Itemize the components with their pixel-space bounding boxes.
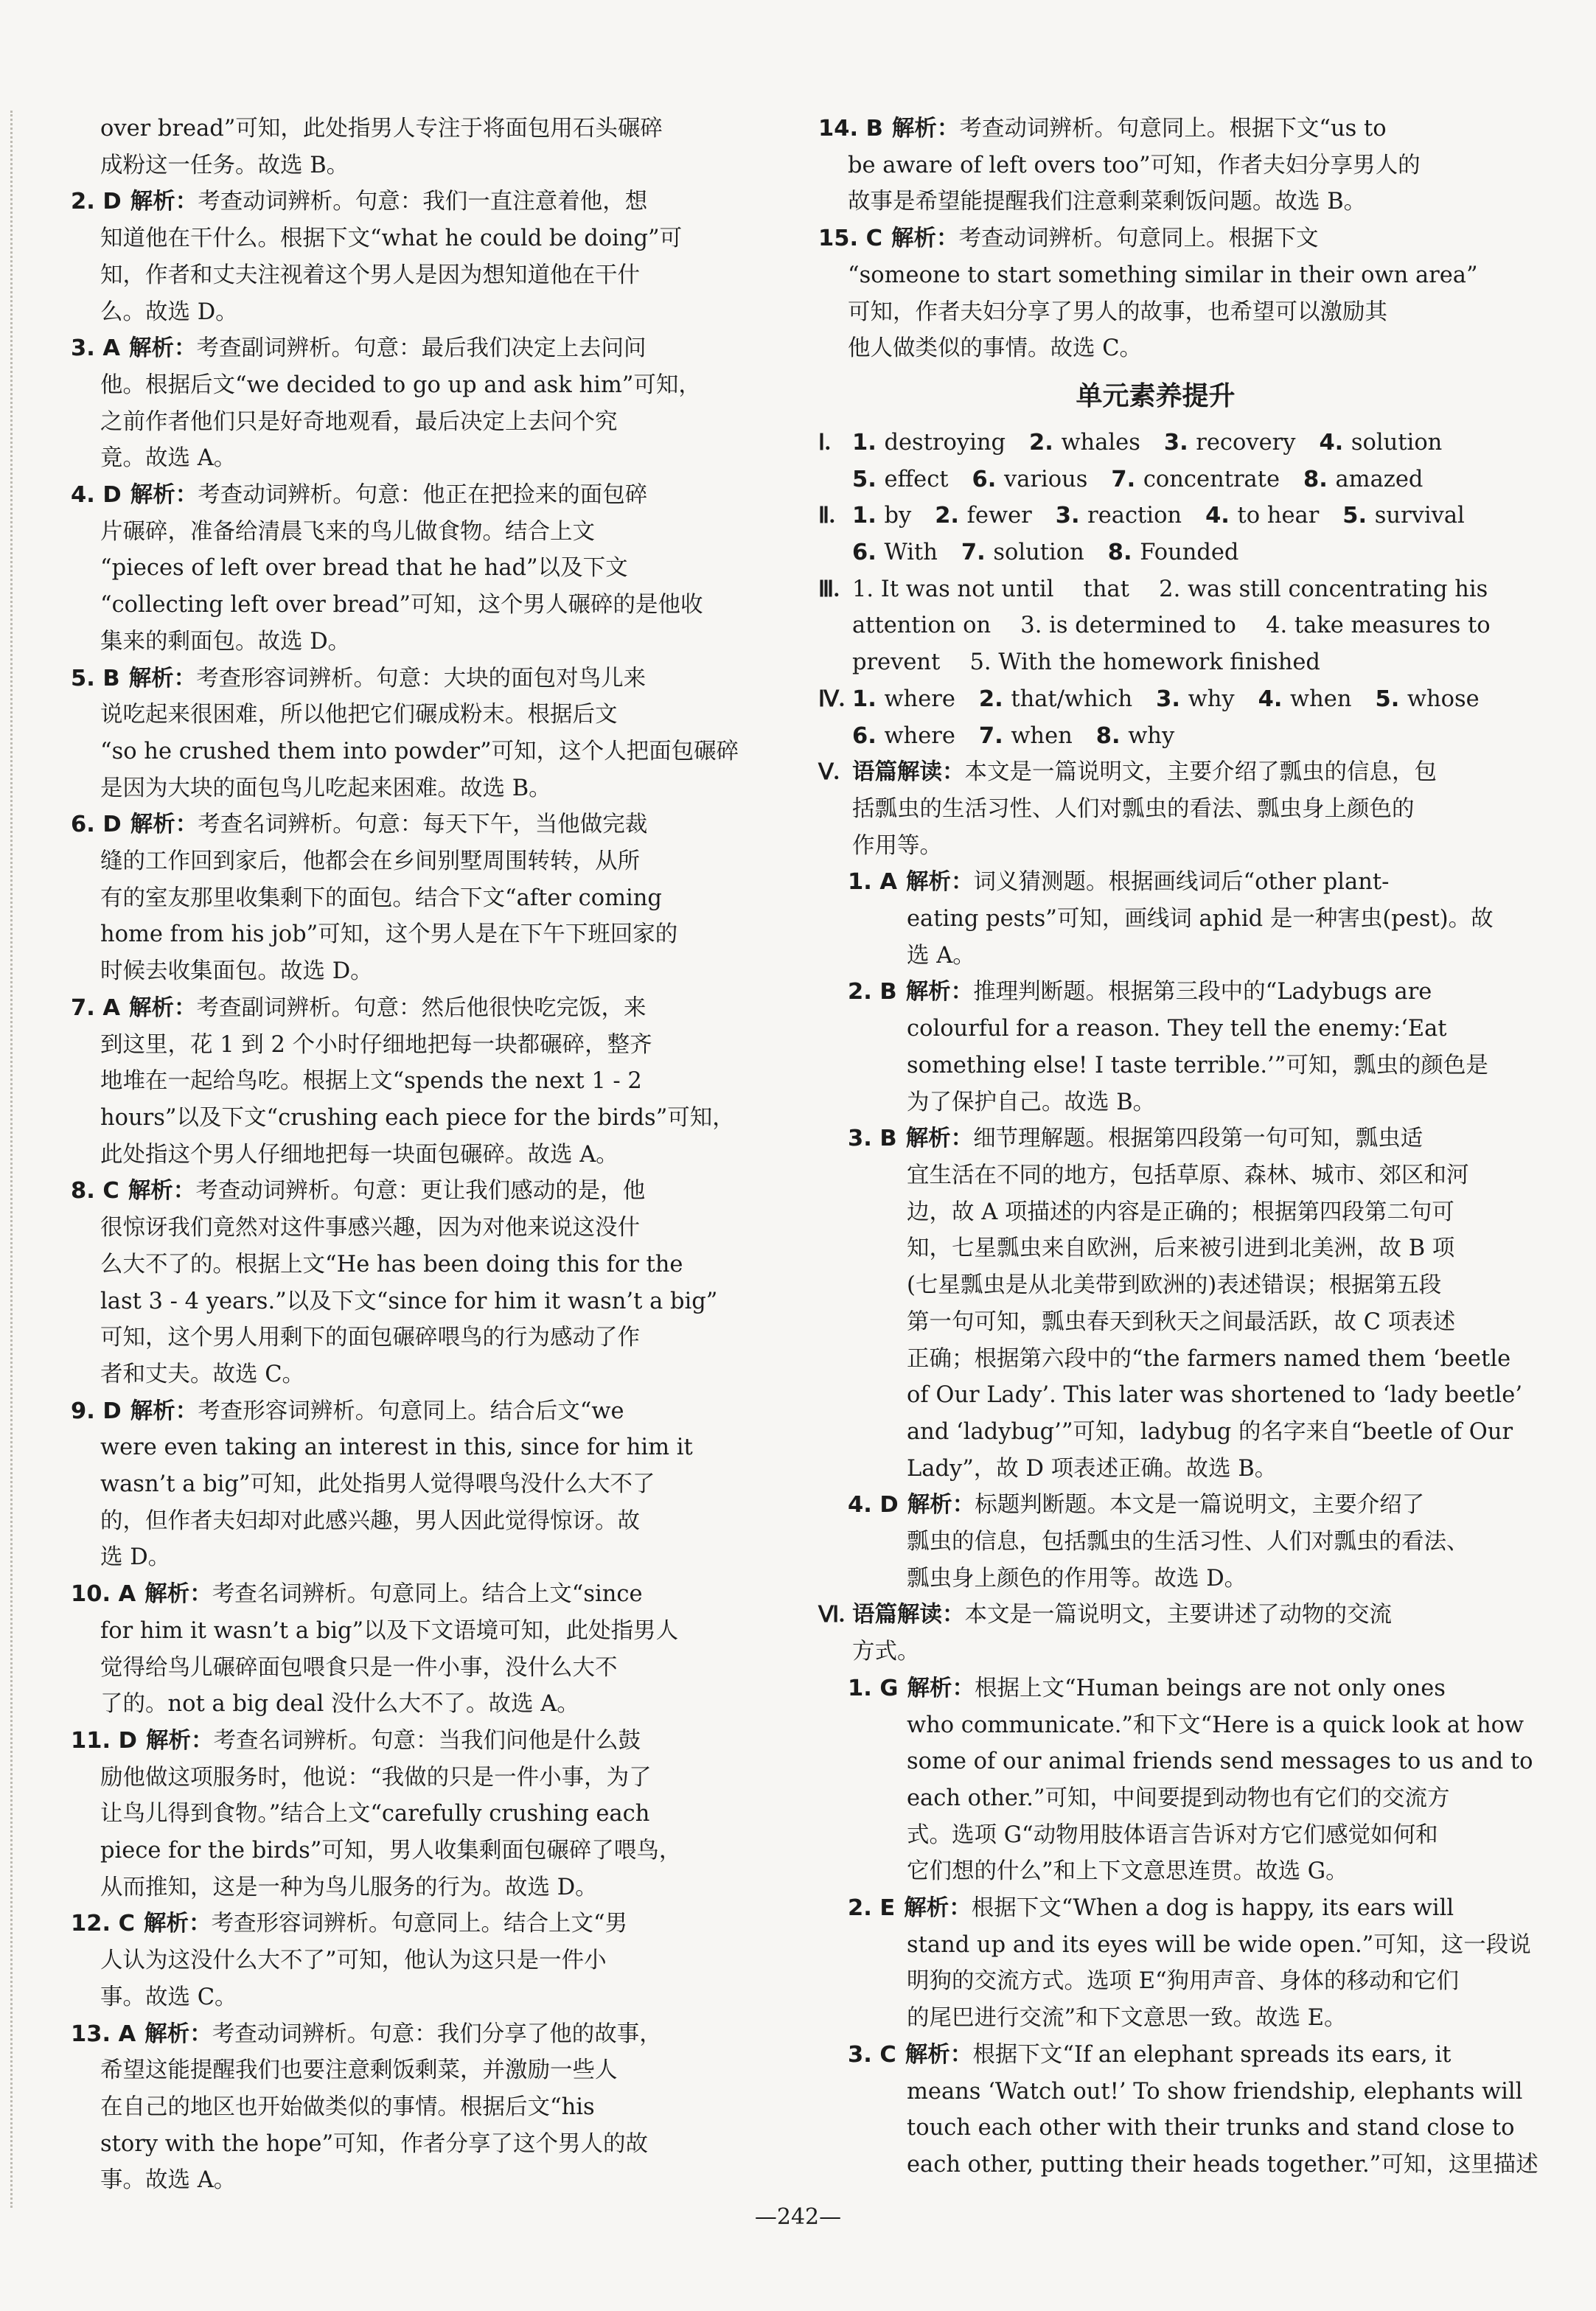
text-line: 么。故选 D。 bbox=[100, 299, 238, 325]
text-line: for him it wasn’t a big”以及下文语境可知，此处指男人 bbox=[100, 1617, 679, 1644]
answer-explanation bbox=[818, 1890, 1531, 2037]
explanation-text: 考查动词辨析。句意：我们一直注意着他，想 bbox=[198, 189, 648, 215]
answer-item bbox=[1096, 723, 1174, 749]
analysis-label: 解析： bbox=[907, 1675, 975, 1701]
text-line: 集来的剩面包。故选 D。 bbox=[100, 628, 351, 655]
text-line: 他。根据后文“we decided to go up and ask him”可知， bbox=[100, 372, 701, 398]
item-number: 4. bbox=[1258, 686, 1291, 712]
analysis-label: 解析： bbox=[144, 1911, 212, 1937]
answer-item bbox=[1056, 503, 1182, 529]
text-line: 此处指这个男人仔细地把每一块面包碾碎。故选 A。 bbox=[100, 1141, 618, 1168]
text-line bbox=[818, 220, 1493, 257]
analysis-label: 解析： bbox=[130, 812, 198, 838]
item-number: 7. bbox=[961, 540, 994, 566]
text-line: 故事是希望能提醒我们注意剩菜剩饭问题。故选 B。 bbox=[848, 189, 1367, 215]
text-line: 说吃起来很困难，所以他把它们碾成粉末。根据后文 bbox=[100, 702, 618, 728]
answer-row bbox=[818, 607, 1493, 644]
item-number: 2. bbox=[1029, 429, 1062, 456]
answer-explanation bbox=[818, 111, 1493, 220]
text-line: “someone to start something similar in their own area” bbox=[848, 262, 1478, 288]
text-line bbox=[71, 806, 771, 843]
item-answer: that/which bbox=[1011, 686, 1133, 712]
intro-text: 本文是一篇说明文，主要介绍了瓢虫的信息，包 bbox=[964, 759, 1437, 786]
answer-block bbox=[818, 425, 1493, 498]
text-line: 者和丈夫。故选 C。 bbox=[100, 1361, 305, 1387]
answer-item bbox=[852, 723, 955, 749]
roman-numeral: Ⅱ. bbox=[818, 503, 835, 529]
item-number: 5. bbox=[1375, 686, 1407, 712]
passage-label: 语篇解读： bbox=[852, 1602, 965, 1628]
item-number: 5. bbox=[1342, 503, 1375, 529]
text-line bbox=[71, 1723, 771, 1760]
explanation-text: 考查动词辨析。句意：他正在把捡来的面包碎 bbox=[198, 482, 648, 509]
item-number: 4. bbox=[1319, 429, 1351, 456]
answer-block bbox=[818, 571, 1493, 681]
answer-item bbox=[1375, 686, 1479, 712]
answer-explanation bbox=[71, 660, 771, 807]
answer-item bbox=[1342, 503, 1464, 529]
text-line: 正确；根据第六段中的“the farmers named them ‘beetle bbox=[907, 1345, 1511, 1372]
text-line: and ‘ladybug’”可知，ladybug 的名字来自“beetle of Our bbox=[907, 1418, 1513, 1445]
answer-item bbox=[852, 467, 949, 492]
text-line: 知，作者和丈夫注视着这个男人是因为想知道他在干什 bbox=[100, 262, 640, 288]
question-number: 4. D bbox=[848, 1492, 899, 1519]
text-line: 励他做这项服务时，他说：“我做的只是一件小事，为了 bbox=[100, 1764, 652, 1791]
analysis-label: 解析： bbox=[129, 335, 197, 362]
explanation-text: 考查副词辨析。句意：最后我们决定上去问问 bbox=[196, 335, 647, 362]
text-line: touch each other with their trunks and stand close to bbox=[907, 2115, 1515, 2141]
text-line: last 3 - 4 years.”以及下文“since for him it wasn’t a big” bbox=[100, 1288, 718, 1314]
text-line: 为了保护自己。故选 B。 bbox=[907, 1089, 1156, 1115]
answer-item bbox=[961, 540, 1084, 565]
text-line: Lady”，故 D 项表述正确。故选 B。 bbox=[907, 1455, 1278, 1482]
answer-explanation bbox=[818, 974, 1493, 1120]
answer-item bbox=[1111, 467, 1280, 492]
text-line: each other, putting their heads together.”可知，这里描述 bbox=[907, 2151, 1538, 2178]
text-line: “collecting left over bread”可知，这个男人碾碎的是他收 bbox=[100, 592, 703, 618]
item-answer: where bbox=[884, 722, 955, 749]
item-answer: to hear bbox=[1237, 503, 1320, 529]
question-number: 14. B bbox=[818, 116, 883, 142]
text-line: means ‘Watch out!’ To show friendship, elephants will bbox=[907, 2078, 1523, 2105]
item-answer: various bbox=[1003, 466, 1088, 492]
answer-item bbox=[1029, 430, 1140, 456]
intro-line bbox=[818, 1597, 1493, 1634]
explanation-text: 考查形容词辨析。句意同上。结合上文“男 bbox=[211, 1911, 628, 1937]
answer-item bbox=[852, 503, 911, 529]
item-number: 1. bbox=[852, 503, 885, 529]
text-line: (七星瓢虫是从北美带到欧洲的)表述错误；根据第五段 bbox=[907, 1272, 1442, 1299]
text-line: 明狗的交流方式。选项 E“狗用声音、身体的移动和它们 bbox=[907, 1968, 1460, 1995]
roman-numeral: Ⅲ. bbox=[818, 576, 840, 602]
text-line bbox=[848, 1670, 1493, 1707]
text-line bbox=[71, 1906, 771, 1942]
intro-line bbox=[818, 1634, 1493, 1670]
text-line: hours”以及下文“crushing each piece for the birds”可知， bbox=[100, 1104, 735, 1131]
explanation-text: 考查动词辨析。句意：更让我们感动的是，他 bbox=[195, 1178, 646, 1205]
item-answer: concentrate bbox=[1143, 466, 1280, 492]
question-number: 13. A bbox=[71, 2021, 136, 2047]
answer-item bbox=[1303, 467, 1423, 492]
explanation-text: 根据上文“Human beings are not only ones bbox=[974, 1675, 1446, 1701]
item-number: 1. bbox=[852, 686, 885, 712]
item-answer: amazed bbox=[1335, 466, 1423, 492]
answer-explanation bbox=[818, 1120, 1523, 1487]
passage-label: 语篇解读： bbox=[852, 759, 965, 786]
analysis-label: 解析： bbox=[144, 2021, 212, 2047]
answer-row bbox=[818, 425, 1493, 461]
text-line: colourful for a reason. They tell the enemy:‘Eat bbox=[907, 1016, 1447, 1042]
text-line: 选 D。 bbox=[100, 1544, 171, 1571]
text-line: 的，但作者夫妇却对此感兴趣，男人因此觉得惊讶。故 bbox=[100, 1507, 640, 1534]
text-line: 知道他在干什么。根据下文“what he could be doing”可 bbox=[100, 226, 683, 252]
analysis-label: 解析： bbox=[145, 1727, 214, 1754]
text-line: 缝的工作回到家后，他都会在乡间别墅周围转转，从所 bbox=[100, 848, 640, 875]
answer-block bbox=[818, 681, 1493, 754]
question-number: 6. D bbox=[71, 812, 122, 838]
answer-explanation bbox=[71, 1393, 771, 1577]
text-line bbox=[818, 111, 1493, 147]
explanation-text: 考查名词辨析。句意同上。结合上文“since bbox=[212, 1581, 643, 1608]
explanation-text: 细节理解题。根据第四段第一句可知，瓢虫适 bbox=[973, 1126, 1423, 1152]
explanation-text: 考查动词辨析。句意同上。根据下文“us to bbox=[959, 116, 1387, 142]
question-number: 1. A bbox=[848, 869, 898, 896]
item-answer: by bbox=[884, 503, 912, 529]
answer-explanation bbox=[71, 184, 771, 330]
analysis-label: 解析： bbox=[905, 2041, 973, 2068]
analysis-label: 解析： bbox=[128, 665, 197, 691]
text-line: wasn’t a big”可知，此处指男人觉得喂鸟没什么大不了 bbox=[100, 1471, 655, 1498]
text-line: 事。故选 C。 bbox=[100, 1984, 237, 2010]
answer-explanation bbox=[71, 111, 771, 184]
text-line bbox=[71, 990, 771, 1027]
item-number: 2. bbox=[935, 503, 967, 529]
analysis-label: 解析： bbox=[907, 1492, 975, 1519]
text-line: 可知，作者夫妇分享了男人的故事，也希望可以激励其 bbox=[848, 299, 1387, 325]
text-line bbox=[848, 2037, 1493, 2074]
text-line: 它们想的什么”和上下文意思连贯。故选 G。 bbox=[907, 1858, 1348, 1885]
section-title: 单元素养提升 bbox=[1076, 380, 1236, 411]
item-answer: reaction bbox=[1087, 503, 1182, 529]
item-answer: solution bbox=[993, 540, 1084, 566]
text-line: 边，故 A 项描述的内容是正确的；根据第四段第二句可 bbox=[907, 1199, 1454, 1225]
answer-explanation bbox=[71, 1723, 771, 1906]
intro-text: 方式。 bbox=[852, 1639, 920, 1665]
reading-section bbox=[818, 1597, 1493, 1670]
text-line: “pieces of left over bread that he had”以及下文 bbox=[100, 555, 628, 582]
roman-numeral: Ⅴ. bbox=[818, 759, 840, 785]
question-number: 1. G bbox=[848, 1675, 899, 1701]
intro-text: 括瓢虫的生活习性、人们对瓢虫的看法、瓢虫身上颜色的 bbox=[852, 795, 1415, 822]
text-line: story with the hope”可知，作者分享了这个男人的故 bbox=[100, 2130, 649, 2157]
answer-item bbox=[852, 540, 938, 565]
explanation-text: 标题判断题。本文是一篇说明文，主要介绍了 bbox=[975, 1492, 1425, 1519]
binding-margin-dots bbox=[10, 111, 13, 2208]
text-line: 事。故选 A。 bbox=[100, 2167, 237, 2194]
answer-explanation bbox=[71, 1173, 771, 1392]
answer-item bbox=[852, 430, 1006, 456]
answer-row bbox=[818, 534, 1493, 571]
question-number: 15. C bbox=[818, 226, 883, 252]
answer-block bbox=[818, 498, 1493, 571]
question-number: 3. B bbox=[848, 1126, 897, 1152]
item-answer: when bbox=[1011, 722, 1073, 749]
explanation-text: 考查名词辨析。句意：每天下午，当他做完裁 bbox=[198, 812, 648, 838]
answer-row bbox=[818, 681, 1493, 718]
answer-explanation bbox=[71, 1906, 771, 2015]
text-line: 可知，这个男人用剩下的面包碾碎喂鸟的行为感动了作 bbox=[100, 1325, 640, 1351]
text-line bbox=[848, 1120, 1493, 1157]
item-answer: fewer bbox=[966, 503, 1032, 529]
analysis-label: 解析： bbox=[130, 1398, 198, 1424]
analysis-label: 解析： bbox=[905, 979, 974, 1005]
answer-item bbox=[1319, 430, 1442, 456]
item-number: 6. bbox=[852, 540, 885, 566]
item-number: 3. bbox=[1055, 503, 1088, 529]
text-line: home from his job”可知，这个男人是在下午下班回家的 bbox=[100, 921, 678, 948]
intro-line bbox=[818, 828, 1493, 865]
question-number: 4. D bbox=[71, 482, 122, 509]
page-number: —242— bbox=[754, 2204, 842, 2230]
answer-item bbox=[979, 686, 1132, 712]
answer-explanation bbox=[71, 806, 771, 990]
analysis-label: 解析： bbox=[129, 994, 197, 1021]
item-number: 6. bbox=[972, 466, 1004, 492]
text-line: something else! I taste terrible.’”可知，瓢虫的颜色是 bbox=[907, 1052, 1488, 1078]
text-line bbox=[71, 477, 771, 514]
right-column bbox=[818, 111, 1538, 2183]
text-line: some of our animal friends send messages to us and to bbox=[907, 1749, 1533, 1775]
item-number: 2. bbox=[978, 686, 1011, 712]
answer-item bbox=[852, 686, 955, 712]
question-number: 10. A bbox=[71, 1581, 136, 1608]
left-column bbox=[71, 111, 771, 2199]
text-line: 知，七星瓢虫来自欧洲，后来被引进到北美洲，故 B 项 bbox=[907, 1235, 1455, 1262]
analysis-label: 解析： bbox=[130, 189, 198, 215]
text-line: each other.”可知，中间要提到动物也有它们的交流方 bbox=[907, 1785, 1450, 1811]
explanation-text: 考查名词辨析。句意：当我们问他是什么鼓 bbox=[213, 1727, 641, 1754]
explanation-text: 根据下文“If an elephant spreads its ears, it bbox=[972, 2041, 1452, 2068]
intro-line bbox=[818, 791, 1493, 828]
intro-text: 作用等。 bbox=[852, 832, 942, 859]
text-line: 竟。故选 A。 bbox=[100, 445, 237, 472]
item-number: 8. bbox=[1303, 466, 1336, 492]
roman-numeral: Ⅵ. bbox=[818, 1602, 845, 1628]
text-line: 瓢虫的信息，包括瓢虫的生活习性、人们对瓢虫的看法、 bbox=[907, 1529, 1469, 1555]
item-number: 3. bbox=[1156, 686, 1188, 712]
text-line: of Our Lady’. This later was shortened to ‘lady beetle’ bbox=[907, 1382, 1523, 1409]
answer-row bbox=[818, 718, 1493, 755]
answer-explanation bbox=[71, 330, 771, 477]
answer-item bbox=[979, 723, 1073, 749]
answer-item bbox=[1164, 430, 1296, 456]
text-line: 之前作者他们只是好奇地观看，最后决定上去问个究 bbox=[100, 408, 618, 435]
answer-explanation bbox=[71, 990, 771, 1174]
text-line: stand up and its eyes will be wide open.”可知，这一段说 bbox=[907, 1931, 1531, 1958]
question-number: 11. D bbox=[71, 1727, 137, 1754]
answer-row bbox=[818, 644, 1493, 681]
text-line: 瓢虫身上颜色的作用等。故选 D。 bbox=[907, 1565, 1247, 1592]
item-number: 7. bbox=[1111, 466, 1143, 492]
intro-text: 本文是一篇说明文，主要讲述了动物的交流 bbox=[964, 1602, 1392, 1628]
text-line: 人认为这没什么大不了”可知，他认为这只是一件小 bbox=[100, 1948, 607, 1974]
question-number: 3. A bbox=[71, 335, 121, 362]
answer-row bbox=[818, 498, 1493, 534]
item-answer: With bbox=[884, 540, 938, 566]
explanation-text: 词义猜测题。根据画线词后“other plant- bbox=[973, 869, 1390, 896]
explanation-text: 根据下文“When a dog is happy, its ears will bbox=[971, 1895, 1454, 1922]
answer-explanation bbox=[818, 1487, 1493, 1597]
question-number: 8. C bbox=[71, 1178, 119, 1205]
item-number: 7. bbox=[978, 722, 1011, 749]
analysis-label: 解析： bbox=[891, 226, 959, 252]
answer-item bbox=[935, 503, 1032, 529]
text-line: 觉得给鸟儿碾碎面包喂食只是一件小事，没什么大不 bbox=[100, 1654, 618, 1681]
answer-text: prevent 5. With the homework finished bbox=[852, 649, 1320, 676]
answer-item bbox=[1205, 503, 1319, 529]
text-line: 很惊讶我们竟然对这件事感兴趣，因为对他来说这没什 bbox=[100, 1215, 640, 1241]
answer-row bbox=[818, 461, 1493, 498]
analysis-label: 解析： bbox=[144, 1581, 212, 1608]
text-line: 的尾巴进行交流”和下文意思一致。故选 E。 bbox=[907, 2005, 1347, 2032]
item-number: 8. bbox=[1095, 722, 1129, 749]
item-number: 3. bbox=[1163, 429, 1196, 456]
text-line: 是因为大块的面包鸟儿吃起来困难。故选 B。 bbox=[100, 775, 551, 801]
text-line: 他人做类似的事情。故选 C。 bbox=[848, 335, 1143, 362]
text-line: 有的室友那里收集剩下的面包。结合下文“after coming bbox=[100, 885, 662, 911]
item-answer: whose bbox=[1407, 686, 1480, 712]
answer-explanation bbox=[71, 477, 771, 660]
item-number: 5. bbox=[852, 466, 885, 492]
text-line: over bread”可知，此处指男人专注于将面包用石头碾碎 bbox=[100, 116, 663, 142]
answer-explanation bbox=[818, 220, 1493, 367]
text-line: 了的。not a big deal 没什么大不了。故选 A。 bbox=[100, 1691, 579, 1718]
item-answer: whales bbox=[1061, 429, 1140, 456]
question-number: 12. C bbox=[71, 1911, 136, 1937]
answer-item bbox=[1258, 686, 1352, 712]
text-line: who communicate.”和下文“Here is a quick look at how bbox=[907, 1712, 1524, 1738]
item-answer: destroying bbox=[884, 429, 1006, 456]
item-answer: effect bbox=[884, 466, 949, 492]
text-line: 第一句可知，瓢虫春天到秋天之间最活跃，故 C 项表述 bbox=[907, 1308, 1456, 1335]
question-number: 9. D bbox=[71, 1398, 122, 1424]
item-number: 1. bbox=[852, 429, 885, 456]
item-number: 4. bbox=[1205, 503, 1238, 529]
answer-explanation bbox=[818, 864, 1493, 974]
answer-explanation bbox=[818, 1670, 1533, 1890]
question-number: 2. E bbox=[848, 1895, 896, 1922]
answer-item bbox=[972, 467, 1088, 492]
text-line: 宜生活在不同的地方，包括草原、森林、城市、郊区和河 bbox=[907, 1162, 1469, 1188]
item-answer: when bbox=[1290, 686, 1352, 712]
text-line bbox=[71, 330, 771, 367]
explanation-text: 推理判断题。根据第三段中的“Ladybugs are bbox=[973, 979, 1432, 1005]
question-number: 7. A bbox=[71, 994, 121, 1021]
question-number: 2. D bbox=[71, 189, 122, 215]
text-line: 选 A。 bbox=[907, 942, 975, 969]
explanation-text: 考查形容词辨析。句意：大块的面包对鸟儿来 bbox=[196, 665, 647, 691]
analysis-label: 解析： bbox=[906, 869, 974, 896]
text-line: be aware of left overs too”可知，作者夫妇分享男人的 bbox=[848, 152, 1421, 178]
explanation-text: 考查形容词辨析。句意同上。结合后文“we bbox=[198, 1398, 624, 1424]
answer-explanation bbox=[818, 2037, 1538, 2183]
text-line bbox=[848, 864, 1493, 901]
reading-section bbox=[818, 754, 1493, 864]
analysis-label: 解析： bbox=[128, 1178, 196, 1205]
text-line: 式。选项 G“动物用肢体语言告诉对方它们感觉如何和 bbox=[907, 1822, 1438, 1848]
answer-explanation bbox=[71, 2016, 771, 2200]
text-line: 希望这能提醒我们也要注意剩饭剩菜，并激励一些人 bbox=[100, 2057, 618, 2084]
text-line: 成粉这一任务。故选 B。 bbox=[100, 152, 349, 178]
roman-numeral: Ⅰ. bbox=[818, 429, 831, 455]
text-line: “so he crushed them into powder”可知，这个人把面包碾碎 bbox=[100, 738, 739, 764]
text-line bbox=[71, 184, 771, 220]
text-line: 地堆在一起给鸟吃。根据上文“spends the next 1 - 2 bbox=[100, 1068, 642, 1095]
text-line bbox=[71, 2016, 771, 2053]
explanation-text: 考查动词辨析。句意同上。根据下文 bbox=[958, 226, 1319, 252]
item-answer: why bbox=[1128, 722, 1175, 749]
text-line bbox=[71, 1173, 771, 1210]
question-number: 3. C bbox=[848, 2041, 896, 2068]
text-line: 时候去收集面包。故选 D。 bbox=[100, 958, 373, 985]
text-line bbox=[848, 1487, 1493, 1524]
text-line bbox=[71, 1393, 771, 1430]
item-answer: solution bbox=[1351, 429, 1443, 456]
item-answer: survival bbox=[1374, 503, 1465, 529]
answer-explanation bbox=[71, 1576, 771, 1723]
text-line bbox=[71, 660, 771, 697]
item-number: 6. bbox=[852, 722, 885, 749]
answer-item bbox=[1156, 686, 1234, 712]
item-answer: why bbox=[1188, 686, 1235, 712]
analysis-label: 解析： bbox=[904, 1895, 972, 1922]
explanation-text: 考查动词辨析。句意：我们分享了他的故事， bbox=[212, 2021, 662, 2047]
text-line: were even taking an interest in this, since for him it bbox=[100, 1435, 693, 1461]
analysis-label: 解析： bbox=[891, 116, 960, 142]
answer-text: attention on 3. is determined to 4. take measures to bbox=[852, 613, 1491, 639]
item-answer: Founded bbox=[1140, 540, 1239, 566]
text-line: 在自己的地区也开始做类似的事情。根据后文“his bbox=[100, 2094, 595, 2120]
text-line bbox=[848, 974, 1493, 1011]
text-line: 么大不了的。根据上文“He has been doing this for the bbox=[100, 1251, 683, 1278]
item-answer: where bbox=[884, 686, 955, 712]
text-line: 片碾碎，准备给清晨飞来的鸟儿做食物。结合上文 bbox=[100, 518, 595, 545]
item-number: 8. bbox=[1107, 540, 1140, 566]
analysis-label: 解析： bbox=[905, 1126, 974, 1152]
text-line: 让鸟儿得到食物。”结合上文“carefully crushing each bbox=[100, 1801, 650, 1827]
item-answer: recovery bbox=[1196, 429, 1296, 456]
question-number: 2. B bbox=[848, 979, 897, 1005]
analysis-label: 解析： bbox=[130, 482, 198, 509]
roman-numeral: Ⅳ. bbox=[818, 686, 845, 711]
text-line: piece for the birds”可知，男人收集剩面包碾碎了喂鸟， bbox=[100, 1838, 682, 1864]
answer-item bbox=[1108, 540, 1239, 565]
answer-row bbox=[818, 571, 1493, 608]
text-line: 从而推知，这是一种为鸟儿服务的行为。故选 D。 bbox=[100, 1874, 598, 1900]
answer-text: 1. It was not until that 2. was still concentrating his bbox=[852, 576, 1488, 602]
text-line bbox=[71, 1576, 771, 1613]
text-line bbox=[848, 1890, 1493, 1927]
explanation-text: 考查副词辨析。句意：然后他很快吃完饭，来 bbox=[196, 994, 647, 1021]
text-line: eating pests”可知，画线词 aphid 是一种害虫(pest)。故 bbox=[907, 906, 1494, 933]
text-line: 到这里，花 1 到 2 个小时仔细地把每一块都碾碎，整齐 bbox=[100, 1031, 652, 1058]
intro-line bbox=[818, 754, 1493, 791]
question-number: 5. B bbox=[71, 665, 120, 691]
